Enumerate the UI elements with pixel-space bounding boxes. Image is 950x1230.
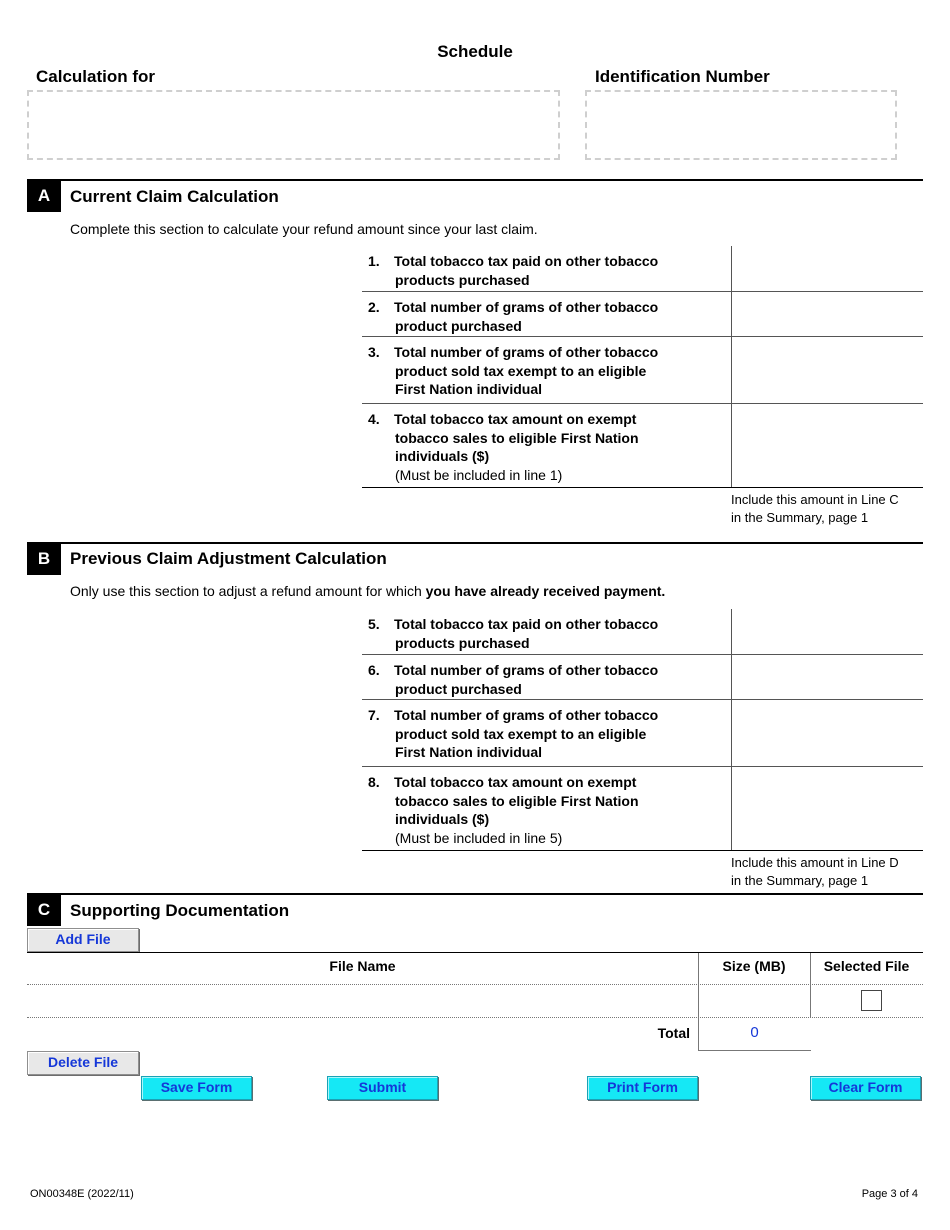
line-label-cont: First Nation individual — [395, 381, 543, 397]
selected-file-header: Selected File — [823, 958, 910, 974]
line-6-input[interactable] — [731, 655, 923, 699]
line-number: 1. — [368, 253, 380, 269]
section-a-rule — [27, 179, 923, 181]
section-a-intro: Complete this section to calculate your refund amount since your last claim. — [70, 221, 538, 237]
submit-button[interactable]: Submit — [327, 1076, 438, 1100]
identification-number-label: Identification Number — [595, 67, 770, 86]
line-6-row — [362, 655, 923, 700]
line-label: Total tobacco tax paid on other tobacco — [394, 253, 659, 269]
line-2-row — [362, 292, 923, 337]
line-7-input[interactable] — [731, 700, 923, 766]
line-label: Total number of grams of other tobacco — [394, 662, 659, 678]
section-a-title: Current Claim Calculation — [70, 187, 279, 206]
delete-file-button[interactable]: Delete File — [27, 1051, 139, 1075]
line-4-input[interactable] — [731, 404, 923, 487]
add-file-button[interactable]: Add File — [27, 928, 139, 952]
note-line: in the Summary, page 1 — [731, 872, 869, 888]
form-code: ON00348E (2022/11) — [30, 1188, 134, 1200]
section-c-rule — [27, 893, 923, 895]
calculation-for-label: Calculation for — [36, 67, 156, 86]
line-label: Total number of grams of other tobacco — [394, 707, 659, 723]
line-number: 6. — [368, 662, 380, 678]
line-number: 5. — [368, 616, 380, 632]
line-5-row — [362, 609, 923, 655]
intro-text: Only use this section to adjust a refund amount for which — [70, 583, 426, 599]
note-line: Include this amount in Line C — [731, 492, 899, 507]
note-line: Include this amount in Line D — [731, 855, 899, 870]
file-size-cell — [699, 985, 810, 1017]
line-label: Total tobacco tax paid on other tobacco — [394, 616, 659, 632]
save-form-button[interactable]: Save Form — [141, 1076, 252, 1100]
line-label-cont: tobacco sales to eligible First Nation — [395, 792, 639, 809]
line-label-cont: First Nation individual — [395, 744, 543, 760]
table-row-rule — [27, 1017, 923, 1018]
size-header: Size (MB) — [722, 958, 786, 974]
line-number: 8. — [368, 774, 380, 790]
line-8-input[interactable] — [731, 767, 923, 850]
section-c-letter: C — [27, 894, 61, 926]
line-label-cont: product purchased — [395, 680, 522, 697]
section-b-include-note — [731, 854, 923, 889]
section-b-letter: B — [27, 543, 61, 575]
clear-form-button[interactable]: Clear Form — [810, 1076, 921, 1100]
intro-emphasis: you have already received payment. — [425, 583, 666, 599]
line-label-cont: product purchased — [395, 317, 522, 334]
line-label: Total tobacco tax amount on exempt — [394, 774, 637, 790]
line-1-row — [362, 246, 923, 292]
line-label-cont: product sold tax exempt to an eligible — [395, 362, 647, 379]
section-b-intro — [70, 583, 665, 599]
page-number: Page 3 of 4 — [861, 1188, 918, 1200]
line-1-input[interactable] — [731, 246, 923, 291]
selected-file-checkbox[interactable] — [861, 990, 882, 1011]
line-label-cont: product sold tax exempt to an eligible — [395, 725, 647, 742]
line-number: 3. — [368, 344, 380, 360]
line-label-cont: individuals ($) — [395, 811, 490, 827]
line-number: 2. — [368, 299, 380, 315]
line-label: Total tobacco tax amount on exempt — [394, 411, 637, 427]
line-label-cont: individuals ($) — [395, 448, 490, 464]
print-form-button[interactable]: Print Form — [587, 1076, 698, 1100]
line-note: (Must be included in line 1) — [395, 466, 563, 483]
line-number: 7. — [368, 707, 380, 723]
note-line: in the Summary, page 1 — [731, 509, 869, 525]
section-a-include-note — [731, 491, 923, 526]
line-label: Total number of grams of other tobacco — [394, 299, 659, 315]
line-8-row — [362, 767, 923, 851]
line-4-row — [362, 404, 923, 488]
line-5-input[interactable] — [731, 609, 923, 654]
line-3-row — [362, 337, 923, 404]
line-note: (Must be included in line 5) — [395, 829, 563, 846]
file-name-header: File Name — [329, 958, 396, 974]
line-label-cont: products purchased — [395, 634, 530, 651]
section-b-rule — [27, 542, 923, 544]
line-2-input[interactable] — [731, 292, 923, 336]
file-table-top-rule — [27, 952, 923, 953]
line-label-cont: products purchased — [395, 271, 530, 288]
section-a-letter: A — [27, 180, 61, 212]
line-3-input[interactable] — [731, 337, 923, 403]
table-divider — [810, 953, 811, 1017]
section-b-title: Previous Claim Adjustment Calculation — [70, 549, 387, 568]
total-label: Total — [657, 1025, 690, 1041]
total-cell-rule — [698, 1050, 811, 1051]
page-title: Schedule — [437, 42, 513, 61]
identification-number-field[interactable] — [585, 90, 897, 160]
line-number: 4. — [368, 411, 380, 427]
line-7-row — [362, 700, 923, 767]
line-label-cont: tobacco sales to eligible First Nation — [395, 429, 639, 446]
calculation-for-field[interactable] — [27, 90, 560, 160]
file-name-cell[interactable] — [27, 985, 698, 1017]
section-c-title: Supporting Documentation — [70, 901, 290, 920]
line-label: Total number of grams of other tobacco — [394, 344, 659, 360]
total-value: 0 — [750, 1024, 759, 1041]
